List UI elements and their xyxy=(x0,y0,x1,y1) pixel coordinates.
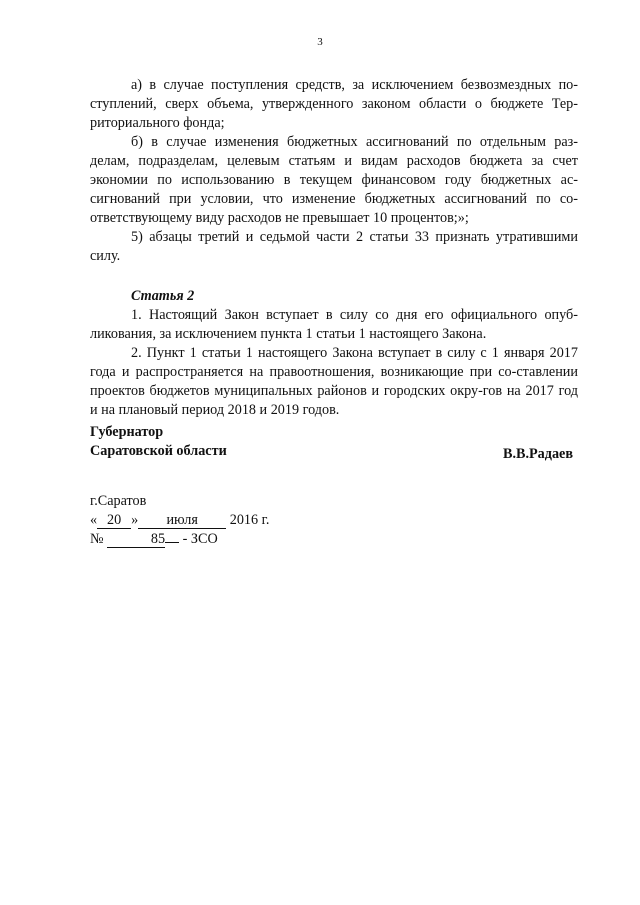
article-2-paragraph-2: 2. Пункт 1 статьи 1 настоящего Закона вступает в силу с 1 января 2017 года и распространяется на правоотношения, возникающие при со-ставлении проектов бюджетов муниципальных районов и городских окру-гов на 2017 год и на плановый период 2018 и 2019 годов. xyxy=(90,345,578,418)
paragraph-b: б) в случае изменения бюджетных ассигнований по отдельным раз-делам, подразделам, целевым статьям и видам расходов бюджета за счет экономии по использованию в текущем финансовом году бюджетных ас-сигнований при условии, что изменение бюджетных ассигнований по со-ответствующему виду расходов не превышает 10 процентов;»; xyxy=(90,134,578,226)
paragraph-a: а) в случае поступления средств, за исключением безвозмездных по-ступлений, сверх объема, утвержденного законом области о бюджете Тер-риториального фонда; xyxy=(90,77,578,131)
signer-position-line-2: Саратовской области xyxy=(90,443,227,459)
signer-position-line-1: Губернатор xyxy=(90,424,164,440)
date-year: 2016 г. xyxy=(229,512,270,528)
law-number: 85 xyxy=(107,532,165,548)
number-line xyxy=(90,530,390,549)
number-underline xyxy=(165,542,179,543)
article-2-title: Статья 2 xyxy=(131,288,195,304)
signer-name: В.В.Радаев xyxy=(502,446,573,462)
close-quote: » xyxy=(131,512,139,528)
date-day: 20 xyxy=(97,513,131,529)
number-suffix: - ЗСО xyxy=(182,531,218,547)
open-quote: « xyxy=(90,512,98,528)
date-month: июля xyxy=(138,513,226,529)
paragraph-5: 5) абзацы третий и седьмой части 2 статьи 33 признать утратившими силу. xyxy=(90,229,578,264)
date-line xyxy=(90,511,390,530)
article-2-paragraph-1: 1. Настоящий Закон вступает в силу со дня его официального опуб-ликования, за исключением пункта 1 статьи 1 настоящего Закона. xyxy=(90,307,578,342)
document-body xyxy=(90,76,578,420)
place-date-block xyxy=(90,492,390,549)
city: г.Саратов xyxy=(90,493,147,509)
signature-block xyxy=(90,423,578,461)
number-sign: № xyxy=(90,531,104,547)
page-number: 3 xyxy=(317,36,323,48)
